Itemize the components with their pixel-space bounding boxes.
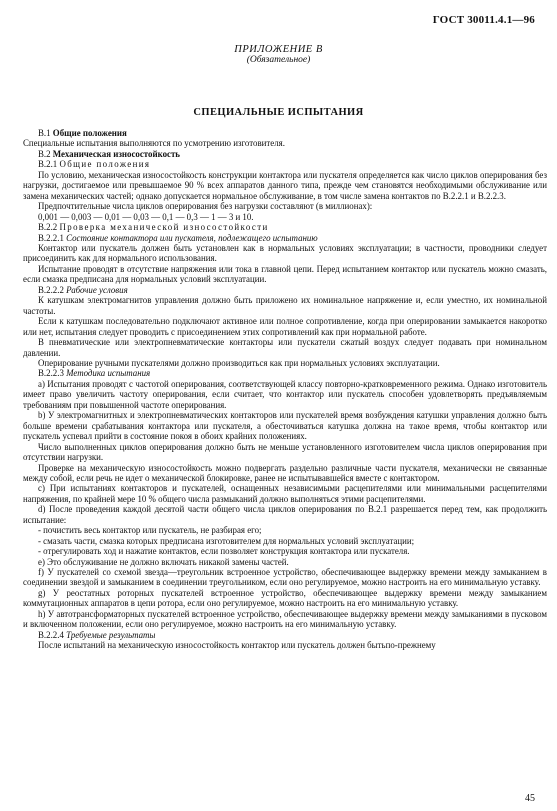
clause-number: В.2: [38, 148, 53, 159]
list-item: - смазать части, смазка которых предписана изготовителем для нормальных условий эксплуатации;: [38, 535, 415, 546]
clause-number: В.2.1: [38, 159, 60, 170]
clause-number: В.2.2: [38, 222, 60, 233]
heading-b224: [23, 630, 547, 640]
document-header: ГОСТ 30011.4.1—96: [432, 14, 535, 26]
document-body: [23, 128, 547, 651]
paragraph: 0,001 — 0,003 — 0,01 — 0,03 — 0,1 — 0,3 — 1 — 3 и 10.: [38, 211, 254, 222]
heading-b223: [23, 368, 547, 378]
heading-b221: [23, 233, 547, 243]
list-item: - почистить весь контактор или пускатель, не разбирая его;: [38, 525, 262, 536]
paragraph: По условию, механическая износостойкость конструкции контактора или пускателя определяется как число циклов оперирования без нагрузки, достигаемое или превышаемое 90 % всех аппаратов данного типа, прежде чем становятся необходимыми обслуживание или замена механических частей; однако допускается нормальное обслуживание, в том числе замена контактов по В.2.2.1 и В.2.2.3.: [23, 169, 547, 201]
appendix-title: ПРИЛОЖЕНИЕ В: [234, 44, 323, 55]
clause-heading: Требуемые результаты: [66, 629, 156, 640]
paragraph: Проверке на механическую износостойкость можно подвергать раздельно различные части пускателя, механически не связанные между собой, если речь не идет о механической блокировке, ранее не испытывавшейся вместе с контактором.: [23, 462, 547, 483]
paragraph: Оперирование ручными пускателями должно производиться как при нормальных условиях эксплуатации.: [38, 357, 440, 368]
paragraph: d) После проведения каждой десятой части общего числа циклов оперирования по В.2.1 разрешается перед тем, как продолжить испытание:: [23, 504, 547, 525]
paragraph: а) Испытания проводят с частотой оперирования, соответствующей классу повторно-кратковременного режима. Однако изготовитель имеет право увеличить частоту оперирования, если считает, что контактор или пускатель способен удовлетворять предъявляемым требованиям при повышенной частоте оперирования.: [23, 378, 547, 410]
paragraph: Специальные испытания выполняются по усмотрению изготовителя.: [23, 138, 285, 149]
paragraph: f) У пускателей со схемой звезда—треугольник встроенное устройство, обеспечивающее выдержку времени между замыканием в соединении звездой и замыканием в соединении треугольником, если оно регулируемое, можно настроить на его минимальную уставку.: [23, 567, 547, 588]
clause-number: В.2.2.3: [38, 368, 67, 379]
paragraph: Испытание проводят в отсутствие напряжения или тока в главной цепи. Перед испытанием контактор или пускатель можно смазать, если смазка предписана для нормальных условий эксплуатации.: [23, 263, 547, 285]
paragraph: h) У автотрансформаторных пускателей встроенное устройство, обеспечивающее выдержку времени между замыканиями в пусковом и включенном положении, если оно регулируемое, можно настроить на его минимальную уставку.: [23, 608, 547, 630]
heading-b22: [23, 222, 547, 232]
clause-heading: Общие положения: [59, 159, 151, 170]
paragraph: b) У электромагнитных и электропневматических контакторов или пускателей время возбуждения катушки управления должно быть больше времени срабатывания контактора или пускателя, а обесточиваться катушка должна на такое время, чтобы контактор или пускатель успевал прийти в состояние покоя в обоих крайних положениях.: [23, 410, 547, 442]
heading-b21: [23, 159, 547, 169]
paragraph: g) У реостатных роторных пускателей встроенное устройство, обеспечивающее выдержку времени между замыканием коммутационных аппаратов в цепи ротора, если оно регулируемое, можно настроить на его минимальную уставку.: [23, 587, 547, 609]
clause-heading: Методика испытания: [66, 368, 151, 379]
clause-heading: Проверка механической износостойкости: [59, 222, 269, 233]
appendix-subtitle: (Обязательное): [246, 55, 311, 65]
clause-heading: Рабочие условия: [66, 284, 128, 295]
paragraph: После испытаний на механическую износостойкость контактор или пускатель должен бытьпо-прежнему: [38, 640, 436, 651]
clause-number: В.2.2.4: [38, 629, 67, 640]
heading-b2: [23, 149, 547, 159]
paragraph: е) Это обслуживание не должно включать никакой замены частей.: [38, 556, 289, 567]
paragraph: с) При испытаниях контакторов и пускателей, оснащенных независимыми расцепителями или минимальными расцепителями напряжения, по крайней мере 10 % общего числа размыканий должно выполняться этими расцепителями.: [23, 483, 547, 504]
clause-heading: Механическая износостойкость: [52, 148, 180, 159]
paragraph: Если к катушкам последовательно подключают активное или полное сопротивление, когда при оперировании замыкается накоротко или нет, испытания следует проводить с присоединением этих сопротивлений как при нормальной работе.: [23, 316, 547, 337]
clause-number: В.2.2.1: [38, 232, 67, 243]
paragraph: Число выполненных циклов оперирования должно быть не меньше установленного изготовителем числа циклов оперирования при отсутствии нагрузки.: [23, 441, 547, 463]
heading-b1: [23, 128, 547, 138]
paragraph: Предпочтительные числа циклов оперирования без нагрузки составляют (в миллионах):: [38, 201, 373, 212]
clause-number: В.1: [38, 128, 53, 138]
section-title: СПЕЦИАЛЬНЫЕ ИСПЫТАНИЯ: [193, 107, 364, 118]
paragraph: В пневматические или электропневматические контакторы или пускатели сжатый воздух следует подавать при номинальном давлении.: [23, 337, 547, 358]
clause-number: В.2.2.2: [38, 284, 67, 295]
list-item: - отрегулировать ход и нажатие контактов, если позволяет конструкция контактора или пускателя.: [38, 546, 410, 557]
page-number: 45: [525, 793, 535, 804]
heading-b222: [23, 285, 547, 295]
clause-heading: Состояние контактора или пускателя, подлежащего испытанию: [66, 232, 318, 243]
paragraph: Контактор или пускатель должен быть установлен как в нормальных условиях эксплуатации; в частности, проводники следует присоединить как для нормального использования.: [23, 242, 547, 264]
paragraph: К катушкам электромагнитов управления должно быть приложено их номинальное напряжение и, если уместно, их номинальной частоты.: [23, 295, 547, 316]
clause-heading: Общие положения: [52, 128, 127, 138]
